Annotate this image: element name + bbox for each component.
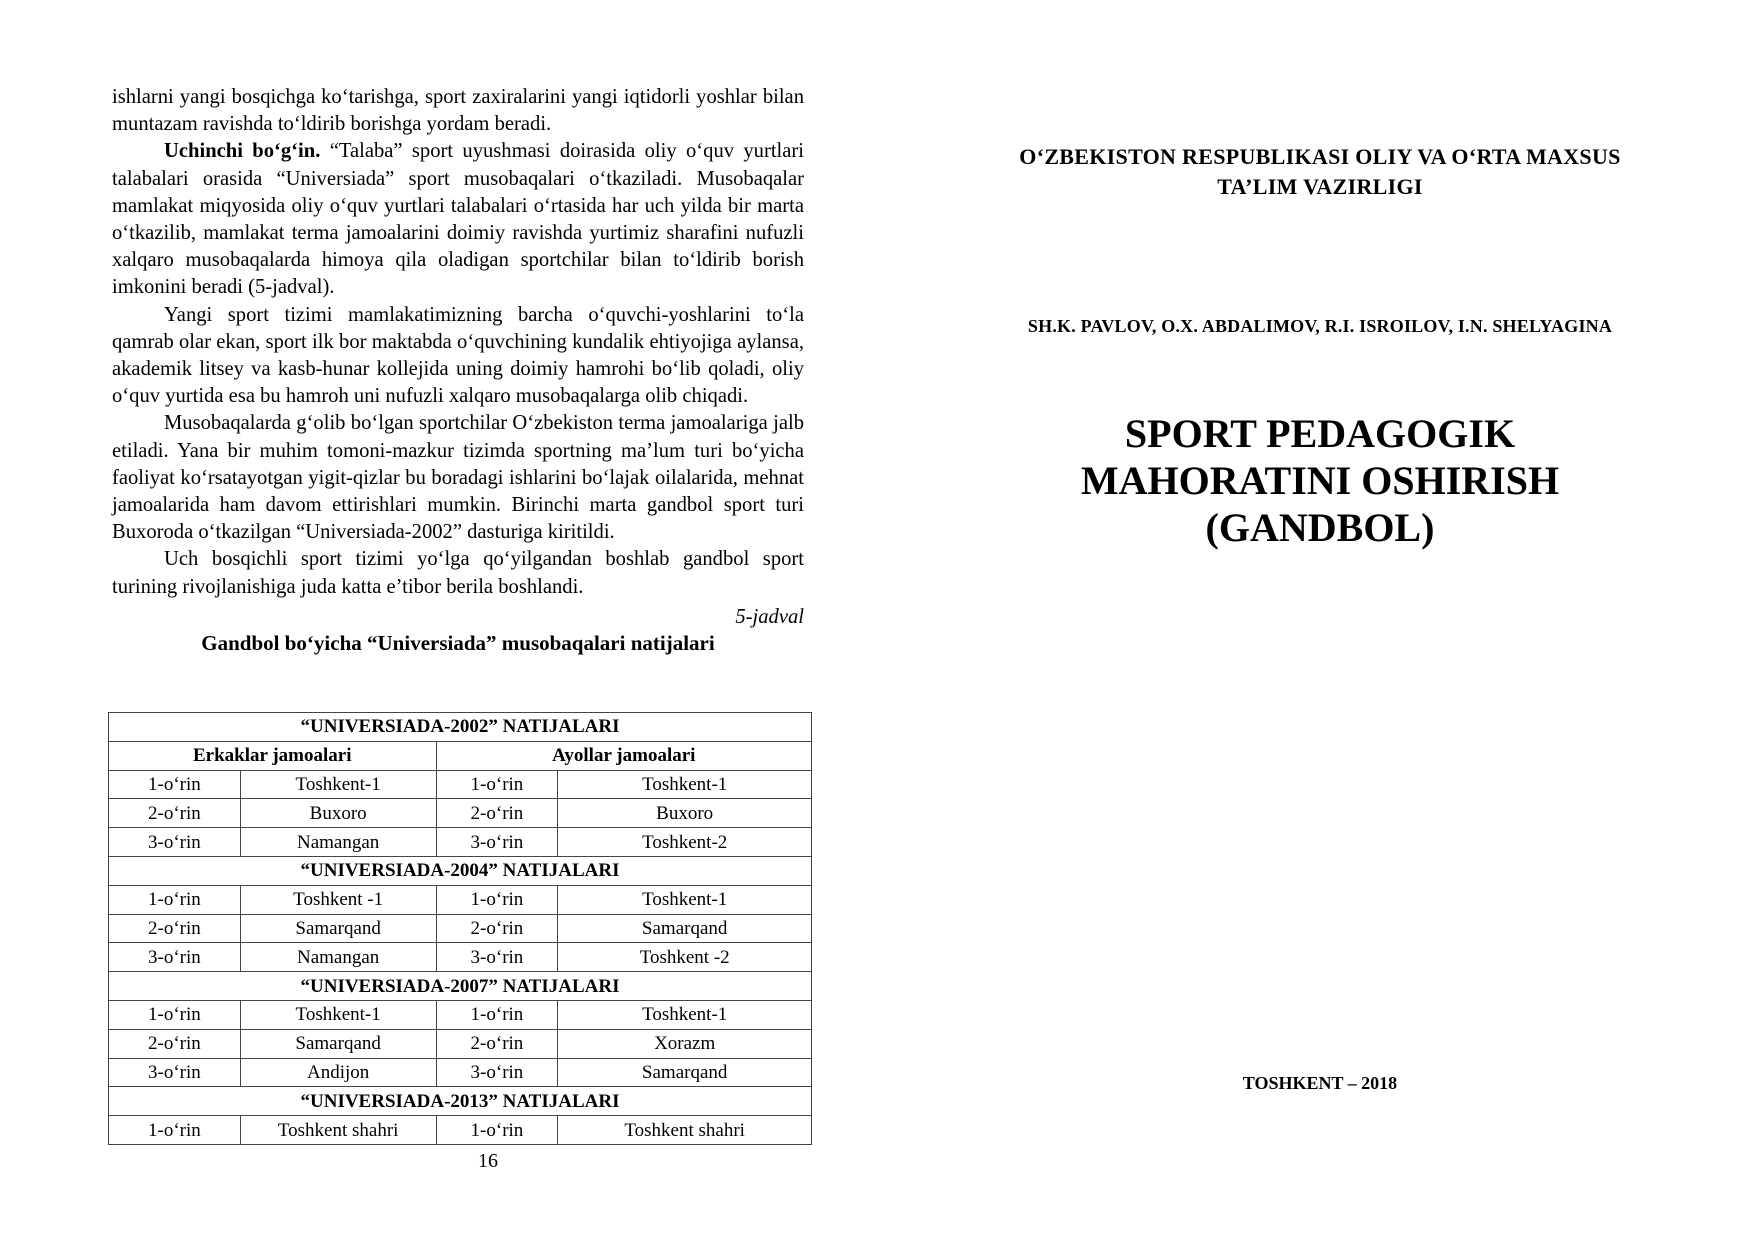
paragraph-4 <box>112 410 804 546</box>
table-section-row <box>109 856 812 885</box>
table-row <box>109 1029 812 1058</box>
table-row <box>109 885 812 914</box>
table-cell-women-team: Toshkent-1 <box>558 885 812 914</box>
table-cell-women-team: Toshkent-1 <box>558 1000 812 1029</box>
table-row <box>109 828 812 857</box>
table-cell-men-place: 3-o‘rin <box>109 828 241 857</box>
table-row <box>109 770 812 799</box>
table-cell-women-place: 1-o‘rin <box>436 885 558 914</box>
women-teams-header: Ayollar jamoalari <box>436 741 811 770</box>
table-row <box>109 1058 812 1087</box>
table-cell-men-team: Samarqand <box>240 1029 436 1058</box>
table-row <box>109 914 812 943</box>
paragraph-text: Musobaqalarda g‘olib bo‘lgan sportchilar O‘zbekiston terma jamoalariga jalb etiladi. Yana bir muhim tomoni-mazkur tizimda sportning ma’lum turi bo‘yicha faoliyat ko‘rsatayotgan yigit-qizlar bu boradagi ishlarini bo‘lajak oilalarida, mehnat jamoalarida ham davom ettirishlari mumkin. Birinchi marta gandbol sport turi Buxoroda o‘tkazilgan “Universiada-2002” dasturiga kiritildi. <box>112 412 804 544</box>
table-cell-men-team: Toshkent-1 <box>240 770 436 799</box>
table-section-row <box>109 972 812 1001</box>
table-cell-men-place: 3-o‘rin <box>109 1058 241 1087</box>
paragraph-text: Yangi sport tizimi mamlakatimizning barcha o‘quvchi-yoshlarini to‘la qamrab olar ekan, sport ilk bor maktabda o‘quvchining kundalik ehtiyojiga aylansa, akademik litsey va kasb-hunar kollejida uning doimiy hamrohi bo‘lib qoladi, oliy o‘quv yurtida esa bu hamroh uni nufuzli xalqaro musobaqalarga olib chiqadi. <box>112 303 804 408</box>
paragraph-3 <box>112 302 804 411</box>
table-row <box>109 1116 812 1145</box>
table-cell-men-team: Toshkent -1 <box>240 885 436 914</box>
table-cell-women-team: Buxoro <box>558 799 812 828</box>
table-cell-women-team: Samarqand <box>558 1058 812 1087</box>
table-cell-men-team: Toshkent-1 <box>240 1000 436 1029</box>
table-cell-men-team: Namangan <box>240 943 436 972</box>
table-cell-men-team: Toshkent shahri <box>240 1116 436 1145</box>
table-cell-men-team: Samarqand <box>240 914 436 943</box>
results-table-body <box>109 713 812 1145</box>
table-cell-women-place: 2-o‘rin <box>436 799 558 828</box>
paragraph-2 <box>112 138 804 301</box>
table-cell-women-team: Toshkent -2 <box>558 943 812 972</box>
table-label: 5-jadval <box>735 605 804 628</box>
table-cell-men-place: 2-o‘rin <box>109 1029 241 1058</box>
table-cell-men-place: 1-o‘rin <box>109 1116 241 1145</box>
table-row <box>109 1000 812 1029</box>
table-cell-men-place: 3-o‘rin <box>109 943 241 972</box>
ministry-line-2: TA’LIM VAZIRLIGI <box>1217 174 1423 199</box>
left-page <box>112 84 804 656</box>
results-table <box>108 712 812 1145</box>
table-cell-women-team: Toshkent shahri <box>558 1116 812 1145</box>
paragraph-text: ishlarni yangi bosqichga ko‘tarishga, sport zaxiralarini yangi iqtidorli yoshlar bilan muntazam ravishda to‘ldirib borishga yordam beradi. <box>112 86 804 136</box>
table-section-row <box>109 1087 812 1116</box>
table-section-title: “UNIVERSIADA-2004” NATIJALARI <box>109 856 812 885</box>
men-teams-header: Erkaklar jamoalari <box>109 741 437 770</box>
table-cell-women-place: 2-o‘rin <box>436 914 558 943</box>
table-row <box>109 799 812 828</box>
table-section-title: “UNIVERSIADA-2002” NATIJALARI <box>109 713 812 742</box>
table-cell-men-team: Andijon <box>240 1058 436 1087</box>
table-cell-men-place: 1-o‘rin <box>109 770 241 799</box>
table-cell-men-place: 2-o‘rin <box>109 799 241 828</box>
table-cell-men-place: 1-o‘rin <box>109 885 241 914</box>
paragraph-1 <box>112 84 804 138</box>
paragraph-bold-lead: Uchinchi bo‘g‘in. <box>164 140 321 163</box>
table-cell-women-team: Toshkent-1 <box>558 770 812 799</box>
table-cell-men-place: 1-o‘rin <box>109 1000 241 1029</box>
table-section-row <box>109 713 812 742</box>
paragraph-text: “Talaba” sport uyushmasi doirasida oliy o‘quv yurtlari talabalari orasida “Universiada” sport musobaqalari o‘tkaziladi. Musobaqalar mamlakat miqyosida oliy o‘quv yurtlari talabalari o‘rtasida har uch yilda bir marta o‘tkazilib, mamlakat terma jamoalarini doimiy ravishda yurtimiz sharafini nufuzli xalqaro musobaqalarda himoya qila oladigan sportchilar bilan to‘ldirib borish imkonini beradi (5-jadval). <box>112 140 804 299</box>
table-cell-men-team: Namangan <box>240 828 436 857</box>
book-title-line-2: MAHORATINI OSHIRISH <box>1080 458 1560 503</box>
table-cell-men-place: 2-o‘rin <box>109 914 241 943</box>
table-cell-women-place: 3-o‘rin <box>436 943 558 972</box>
table-cell-women-place: 3-o‘rin <box>436 1058 558 1087</box>
table-title: Gandbol bo‘yicha “Universiada” musobaqalari natijalari <box>201 630 715 655</box>
authors: SH.K. PAVLOV, O.X. ABDALIMOV, R.I. ISROILOV, I.N. SHELYAGINA <box>1027 316 1613 336</box>
table-cell-women-team: Toshkent-2 <box>558 828 812 857</box>
table-section-title: “UNIVERSIADA-2013” NATIJALARI <box>109 1087 812 1116</box>
paragraph-text: Uch bosqichli sport tizimi yo‘lga qo‘yilgandan boshlab gandbol sport turining rivojlanishiga juda katta e’tibor berila boshlandi. <box>112 548 804 598</box>
page-number: 16 <box>478 1150 498 1172</box>
table-cell-men-team: Buxoro <box>240 799 436 828</box>
table-cell-women-place: 1-o‘rin <box>436 770 558 799</box>
table-cell-women-place: 3-o‘rin <box>436 828 558 857</box>
book-title <box>940 410 1700 551</box>
table-row <box>109 943 812 972</box>
place-year: TOSHKENT – 2018 <box>1242 1073 1398 1093</box>
table-cell-women-team: Samarqand <box>558 914 812 943</box>
table-cell-women-team: Xorazm <box>558 1029 812 1058</box>
paragraph-5 <box>112 546 804 600</box>
ministry-line-1: O‘ZBEKISTON RESPUBLIKASI OLIY VA O‘RTA MAXSUS <box>1019 144 1621 169</box>
book-title-line-3: (GANDBOL) <box>1205 505 1435 550</box>
book-title-line-1: SPORT PEDAGOGIK <box>1124 411 1516 456</box>
table-cell-women-place: 1-o‘rin <box>436 1000 558 1029</box>
table-section-title: “UNIVERSIADA-2007” NATIJALARI <box>109 972 812 1001</box>
table-group-header-row <box>109 741 812 770</box>
table-cell-women-place: 1-o‘rin <box>436 1116 558 1145</box>
table-cell-women-place: 2-o‘rin <box>436 1029 558 1058</box>
ministry-heading <box>940 142 1700 202</box>
